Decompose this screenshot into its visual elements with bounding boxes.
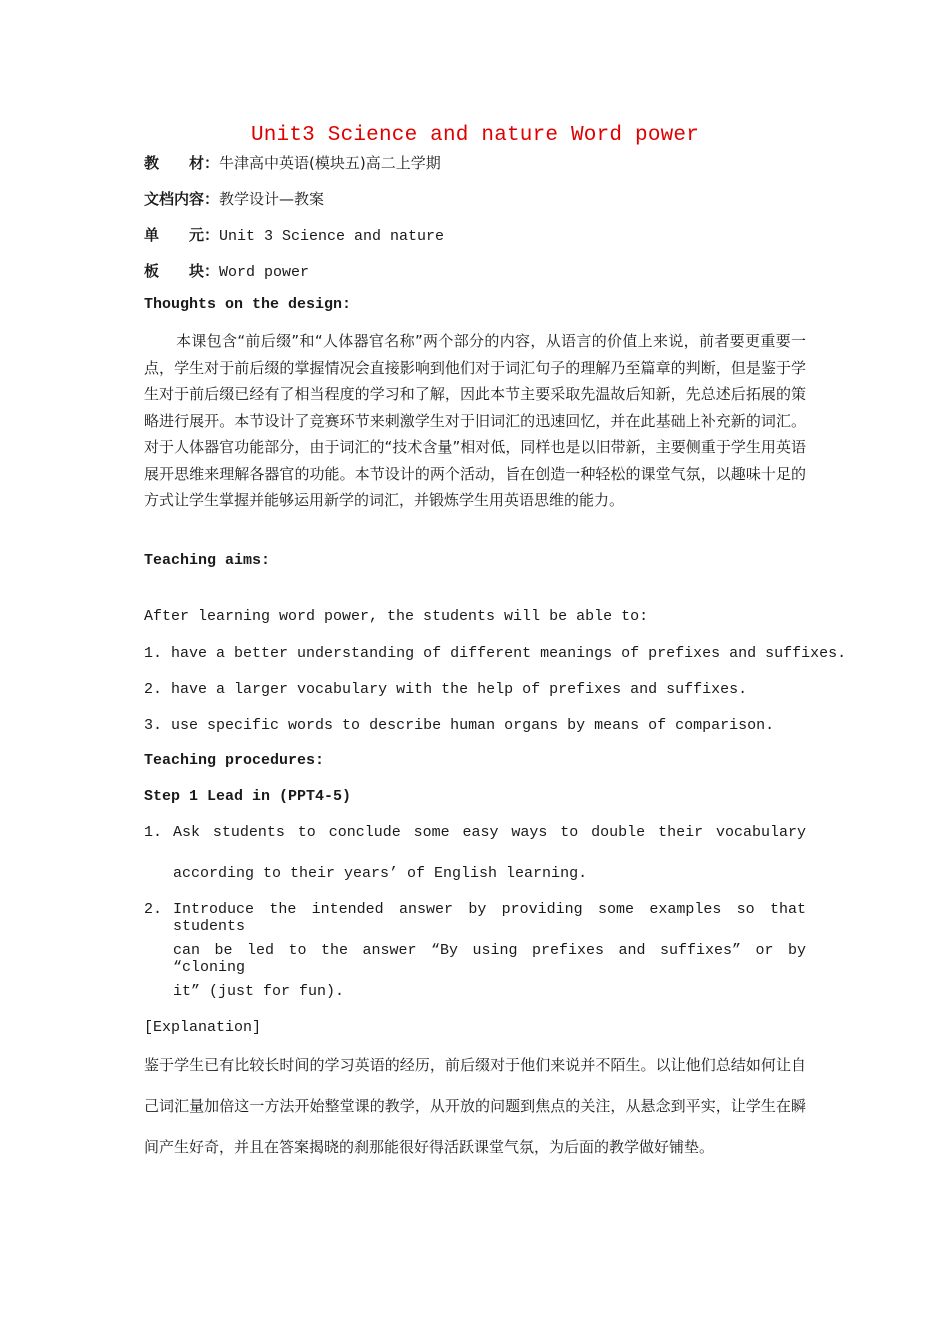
meta-label: 单 元： — [144, 226, 220, 244]
aim-item — [144, 645, 846, 662]
meta-section — [144, 260, 309, 281]
aim-text: use specific words to describe human organs by means of comparison. — [171, 717, 775, 734]
aim-text: have a better understanding of different meanings of prefixes and suffixes. — [171, 645, 847, 662]
meta-unit — [144, 224, 444, 245]
aims-heading: Teaching aims: — [144, 552, 271, 569]
meta-value: 教学设计—教案 — [219, 190, 325, 208]
explanation-paragraph: 鉴于学生已有比较长时间的学习英语的经历，前后缀对于他们来说并不陌生。以让他们总结如何让自己词汇量加倍这一方法开始整堂课的教学，从开放的问题到焦点的关注，从悬念到平实，让学生在瞬间产生好奇，并且在答案揭晓的刹那能很好得活跃课堂气氛，为后面的教学做好铺垫。 — [144, 1056, 806, 1156]
step-item-number: 2. — [144, 901, 163, 918]
meta-label: 文档内容： — [144, 190, 220, 208]
step-item-number: 1. — [144, 824, 163, 841]
step-item-line: according to their years’ of English learning. — [173, 865, 588, 882]
meta-textbook — [144, 152, 441, 173]
step-item-line: it” (just for fun). — [173, 983, 345, 1000]
step-item-line: Ask students to conclude some easy ways to double their vocabulary — [173, 824, 806, 841]
aim-number: 1. — [144, 645, 163, 662]
design-paragraph: 本课包含“前后缀”和“人体器官名称”两个部分的内容，从语言的价值上来说，前者要更重要一点，学生对于前后缀的掌握情况会直接影响到他们对于词汇句子的理解乃至篇章的判断，但是鉴于学生对于前后缀已经有了相当程度的学习和了解，因此本节主要采取先温故后知新，先总述后拓展的策略进行展开。本节设计了竞赛环节来刺激学生对于旧词汇的迅速回忆，并在此基础上补充新的词汇。对于人体器官功能部分，由于词汇的“技术含量”相对低，同样也是以旧带新，主要侧重于学生用英语展开思维来理解各器官的功能。本节设计的两个活动，旨在创造一种轻松的课堂气氛，以趣味十足的方式让学生掌握并能够运用新学的词汇，并锻炼学生用英语思维的能力。 — [144, 332, 806, 509]
meta-label: 板 块： — [144, 262, 220, 280]
aim-item — [144, 717, 774, 734]
design-heading: Thoughts on the design: — [144, 296, 352, 313]
meta-value: Unit 3 Science and nature — [219, 228, 445, 245]
meta-value: 牛津高中英语(模块五)高二上学期 — [219, 154, 441, 172]
aims-intro: After learning word power, the students will be able to: — [144, 608, 649, 625]
aim-number: 3. — [144, 717, 163, 734]
procedures-heading: Teaching procedures: — [144, 752, 325, 769]
meta-label: 教 材： — [144, 154, 220, 172]
aim-number: 2. — [144, 681, 163, 698]
step1-heading: Step 1 Lead in (PPT4-5) — [144, 788, 352, 805]
document-title: Unit3 Science and nature Word power — [250, 124, 700, 147]
meta-value: Word power — [219, 264, 310, 281]
explanation-heading: [Explanation] — [144, 1019, 262, 1036]
step-item-line: can be led to the answer “By using prefixes and suffixes” or by “cloning — [173, 942, 806, 976]
step-item-line: Introduce the intended answer by providing some examples so that students — [173, 901, 806, 935]
aim-item — [144, 681, 747, 698]
aim-text: have a larger vocabulary with the help of prefixes and suffixes. — [171, 681, 748, 698]
meta-doc-content — [144, 188, 324, 209]
